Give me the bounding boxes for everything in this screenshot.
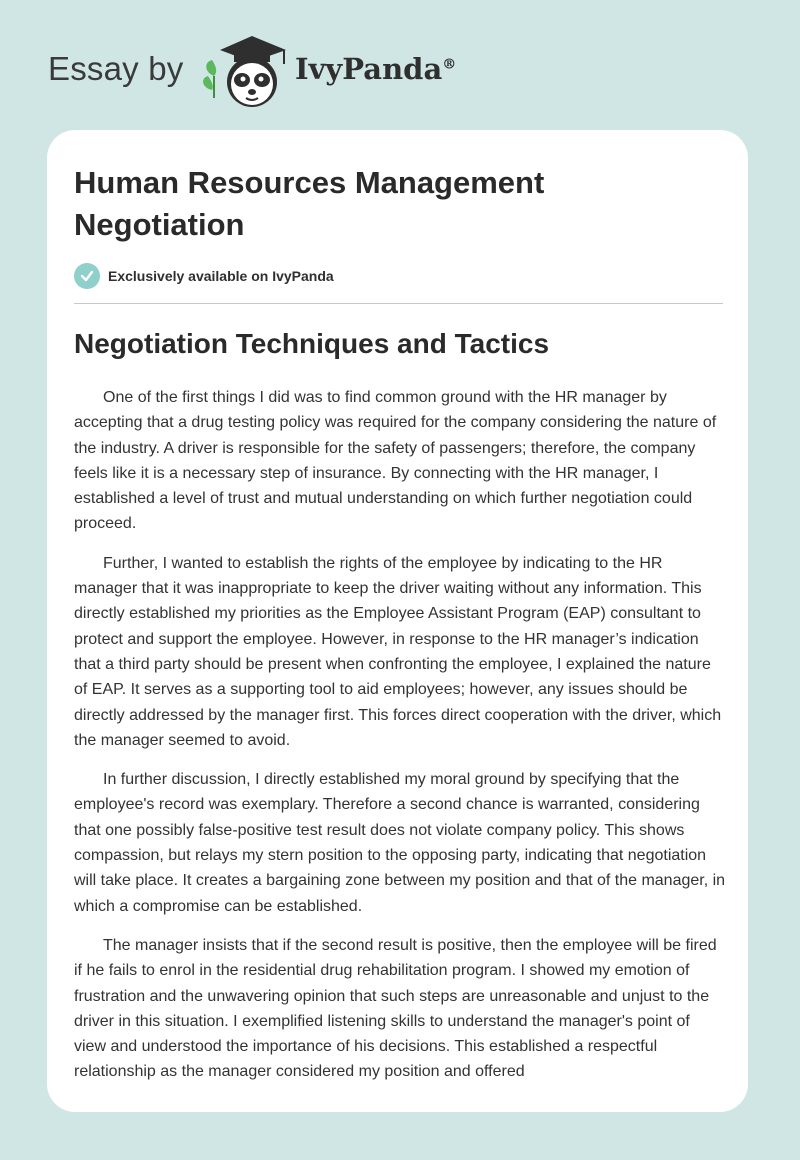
brand-name[interactable] [295,52,456,86]
divider [74,303,723,304]
brand-label: IvyPanda [295,52,443,86]
page-title: Human Resources Management Negotiation [74,165,545,242]
essay-card [47,130,748,1112]
paragraph-2: Further, I wanted to establish the rights of the employee by indicating to the HR manager that it was inappropriate to keep the driver waiting without any information. This directly established my priorities as the Employee Assistant Program (EAP) consultant to protect and support the employee. However, in response to the HR manager’s indication that a third party should be present when confronting the employee, I explained the nature of EAP. It serves as a supporting tool to aid employees; however, any issues should be directly addressed by the manager first. This forces direct cooperation with the driver, which the manager seemed to avoid. [74,554,722,749]
exclusive-badge-label: Exclusively available on IvyPanda [108,268,334,284]
paragraph-1: One of the first things I did was to find common ground with the HR manager by accepting that a drug testing policy was required for the company considering the nature of the industry. A driver is responsible for the safety of passengers; therefore, the company feels like it is a necessary step of insurance. By connecting with the HR manager, I established a level of trust and mutual understanding on which further negotiation could proceed. [74,389,717,533]
essay-body [74,385,726,1099]
paragraph-4: The manager insists that if the second result is positive, then the employee will be fired if he fails to enrol in the residential drug rehabilitation program. I showed my emotion of frustration and the unwavering opinion that such steps are unreasonable and unjust to the driver in this situation. I exemplified listening skills to understand the manager's point of view and understood the importance of his decisions. This established a respectful relationship as the manager considered my position and offered [74,936,717,1081]
registered-mark: ® [442,56,457,73]
section-heading: Negotiation Techniques and Tactics [74,328,550,359]
exclusive-badge [74,263,334,289]
check-icon [74,263,100,289]
site-header [0,0,800,120]
paragraph-3: In further discussion, I directly established my moral ground by specifying that the employee's record was exemplary. Therefore a second chance is warranted, considering that one possibly false-positive test result does not violate company policy. This shows compassion, but relays my stern position to the opposing party, indicating that negotiation will take place. It creates a bargaining zone between my position and that of the manager, in which a compromise can be established. [74,771,726,915]
panda-logo-icon[interactable] [200,32,296,110]
essay-by-label: Essay by [48,50,184,87]
